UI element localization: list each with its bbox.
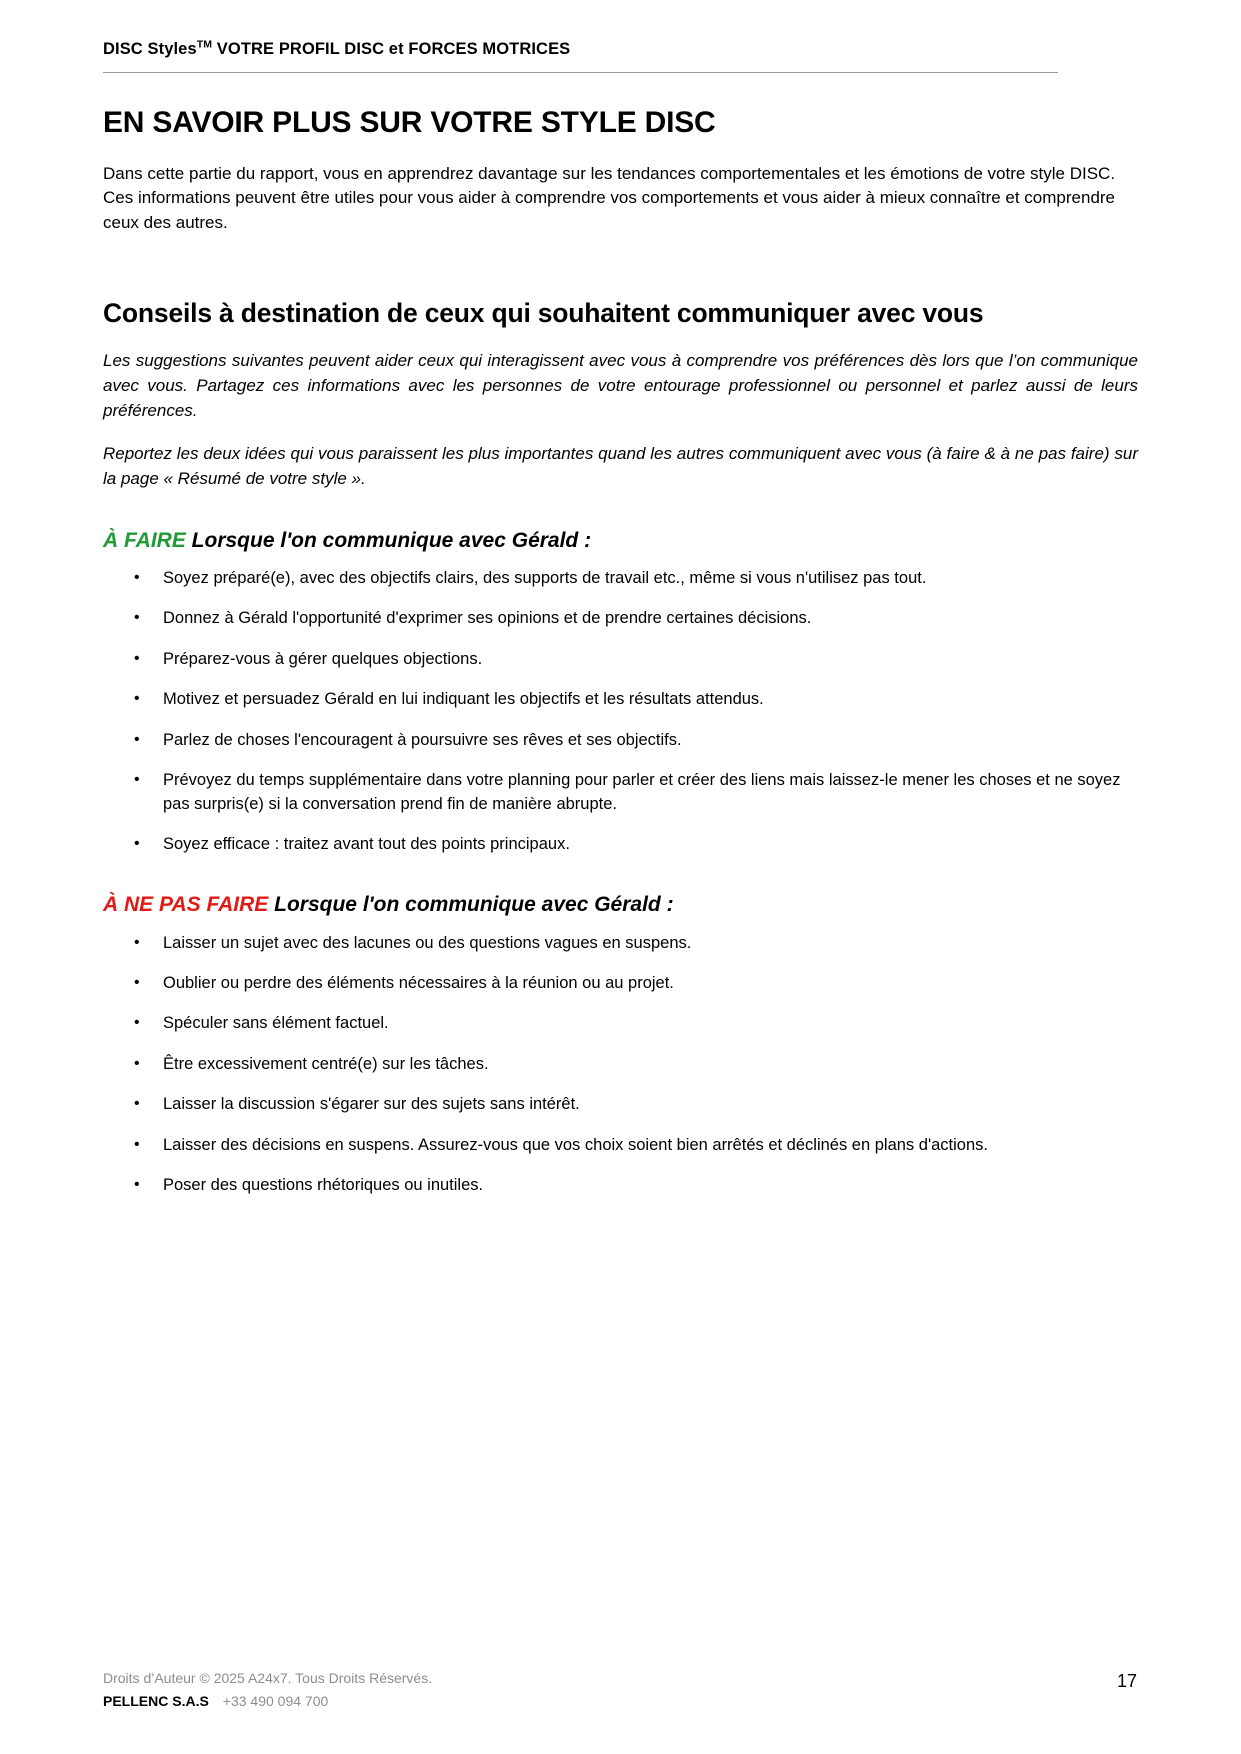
page-number: 17 xyxy=(1116,1671,1137,1691)
list-item xyxy=(103,1012,1138,1035)
trademark-mark: TM xyxy=(196,38,213,51)
do-heading xyxy=(103,528,1138,553)
dont-list xyxy=(103,932,1138,1198)
list-item-text: Soyez préparé(e), avec des objectifs clairs, des supports de travail etc., même si vous n'utilisez pas tout. xyxy=(163,569,927,588)
bullet-icon: • xyxy=(134,771,140,789)
list-item-text: Spéculer sans élément factuel. xyxy=(163,1014,389,1033)
intro-paragraph: Dans cette partie du rapport, vous en apprendrez davantage sur les tendances comportementales et les émotions de votre style DISC. Ces informations peuvent être utiles pour vous aider à comprendre vos comportements et vous aider à mieux connaître et comprendre ceux des autres. xyxy=(103,163,1116,233)
list-item xyxy=(103,769,1138,816)
list-item xyxy=(103,932,1138,955)
list-item-text: Oublier ou perdre des éléments nécessaires à la réunion ou au projet. xyxy=(163,974,674,993)
footer-company-name: PELLENC S.A.S xyxy=(103,1693,209,1709)
list-item xyxy=(103,648,1138,671)
do-heading-rest: Lorsque l'on communique avec Gérald : xyxy=(185,528,592,552)
header-divider xyxy=(103,72,1058,73)
dont-tag-label: À NE PAS FAIRE xyxy=(103,893,269,917)
section-intro-paragraph-1: Les suggestions suivantes peuvent aider ceux qui interagissent avec vous à comprendre vos préférences dès lors que l’on communique avec vous. Partagez ces informations avec les personnes de votre entourage professionnel ou personnel et parlez aussi de leurs préférences. xyxy=(103,350,1138,420)
list-item xyxy=(103,1134,1138,1157)
list-item-text: Motivez et persuadez Gérald en lui indiquant les objectifs et les résultats attendus. xyxy=(163,690,764,709)
list-item xyxy=(103,688,1138,711)
bullet-icon: • xyxy=(134,690,140,708)
do-tag-label: À FAIRE xyxy=(103,528,186,552)
bullet-icon: • xyxy=(134,933,140,951)
list-item xyxy=(103,1174,1138,1197)
bullet-icon: • xyxy=(134,1095,140,1113)
list-item-text: Laisser des décisions en suspens. Assurez-vous que vos choix soient bien arrêtés et déclinés en plans d'actions. xyxy=(163,1135,988,1154)
footer-copyright: Droits d’Auteur © 2025 A24x7. Tous Droits Réservés. xyxy=(103,1670,433,1686)
list-item-text: Poser des questions rhétoriques ou inutiles. xyxy=(163,1176,484,1195)
list-item xyxy=(103,1093,1138,1116)
list-item xyxy=(103,607,1138,630)
bullet-icon: • xyxy=(134,1014,140,1032)
bullet-icon: • xyxy=(134,730,140,748)
page-title: EN SAVOIR PLUS SUR VOTRE STYLE DISC xyxy=(103,106,716,139)
running-header xyxy=(103,0,1138,59)
running-header-brand: DISC Styles xyxy=(103,40,197,58)
list-item xyxy=(103,972,1138,995)
bullet-icon: • xyxy=(134,834,140,852)
bullet-icon: • xyxy=(134,1135,140,1153)
running-header-rest: VOTRE PROFIL DISC et FORCES MOTRICES xyxy=(212,40,571,58)
list-item-text: Parlez de choses l'encouragent à poursuivre ses rêves et ses objectifs. xyxy=(163,730,682,749)
page-content xyxy=(103,0,1138,1198)
list-item-text: Laisser un sujet avec des lacunes ou des questions vagues en suspens. xyxy=(163,933,692,952)
dont-heading-rest: Lorsque l'on communique avec Gérald : xyxy=(268,893,674,917)
list-item xyxy=(103,567,1138,590)
bullet-icon: • xyxy=(134,569,140,587)
list-item-text: Donnez à Gérald l'opportunité d'exprimer ses opinions et de prendre certaines décisions. xyxy=(163,609,812,628)
list-item-text: Prévoyez du temps supplémentaire dans votre planning pour parler et créer des liens mais laissez-le mener les choses et ne soyez pas surpris(e) si la conversation prend fin de manière abrupte. xyxy=(163,771,1121,813)
footer-company-row xyxy=(103,1691,1138,1712)
list-item-text: Soyez efficace : traitez avant tout des points principaux. xyxy=(163,834,570,853)
footer-phone: +33 490 094 700 xyxy=(222,1693,329,1709)
list-item-text: Laisser la discussion s'égarer sur des sujets sans intérêt. xyxy=(163,1095,580,1114)
bullet-icon: • xyxy=(134,1054,140,1072)
bullet-icon: • xyxy=(134,649,140,667)
do-list xyxy=(103,567,1138,856)
list-item-text: Préparez-vous à gérer quelques objections. xyxy=(163,649,483,668)
bullet-icon: • xyxy=(134,974,140,992)
list-item xyxy=(103,729,1138,752)
bullet-icon: • xyxy=(134,1176,140,1194)
list-item-text: Être excessivement centré(e) sur les tâches. xyxy=(163,1054,489,1073)
list-item xyxy=(103,833,1138,856)
bullet-icon: • xyxy=(134,609,140,627)
section-title: Conseils à destination de ceux qui souhaitent communiquer avec vous xyxy=(103,298,984,329)
section-intro-paragraph-2: Reportez les deux idées qui vous paraissent les plus importantes quand les autres communiquent avec vous (à faire & à ne pas faire) sur la page « Résumé de votre style ». xyxy=(103,443,1138,488)
dont-heading xyxy=(103,892,1138,917)
document-footer xyxy=(103,1668,1138,1712)
list-item xyxy=(103,1053,1138,1076)
